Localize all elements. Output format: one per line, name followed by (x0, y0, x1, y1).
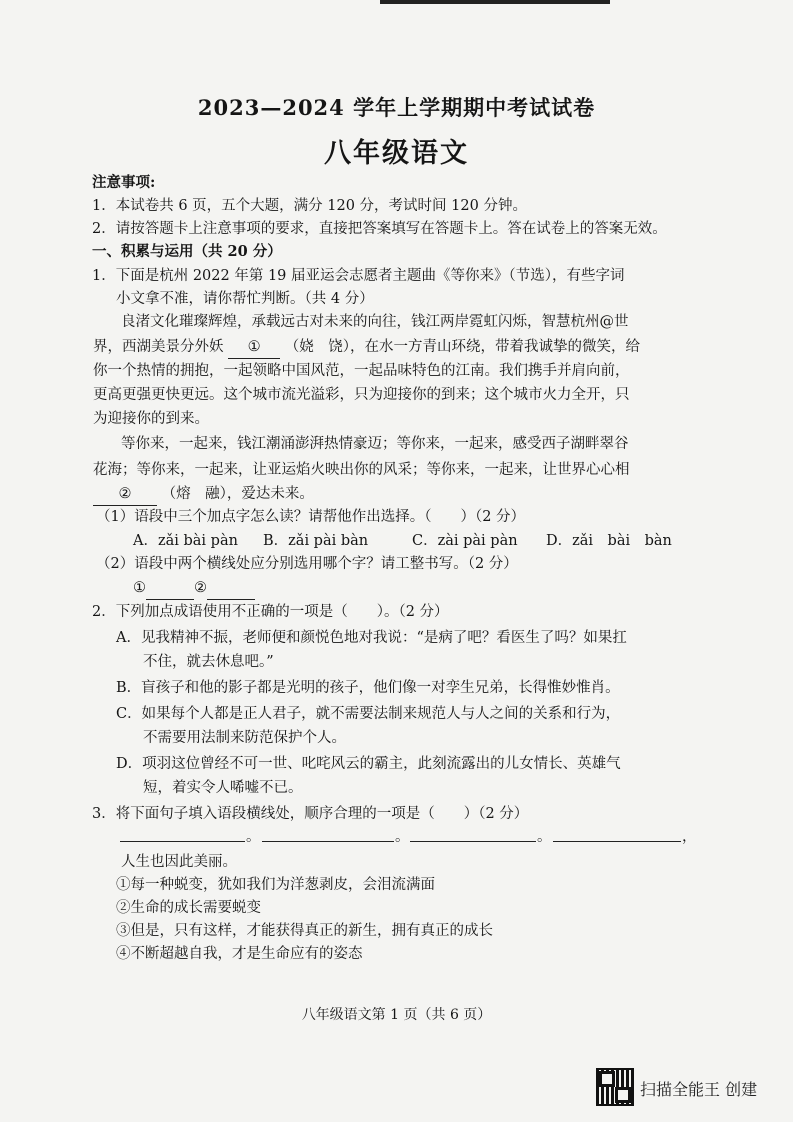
q1-passage-line3: 你一个热情的拥抱，一起领略中国风范，一起品味特色的江南。我们携手并肩向前， (93, 363, 630, 379)
q2-option-a-line2: 不住，就去休息吧。” (143, 654, 274, 670)
blank-2 (93, 483, 157, 506)
exam-title: 2023—2024 学年上学期期中考试试卷 (197, 95, 596, 120)
q2-option-d-line2: 短，着实令人唏嘘不已。 (143, 780, 303, 796)
answer-blank-1 (146, 577, 194, 600)
q3-blank-2 (262, 841, 394, 842)
exam-subtitle: 八年级语文 (324, 138, 469, 169)
q3-sentence-2: ②生命的成长需要蜕变 (116, 900, 261, 916)
blank-1 (228, 336, 280, 359)
answer-label-2: ② (194, 580, 207, 596)
scan-edge-mark (380, 0, 610, 4)
q3-sentence-4: ④不断超越自我，才是生命应有的姿态 (116, 946, 363, 962)
q1-passage-line2-start: 界，西湖美景分外妖 (93, 339, 224, 355)
q1-option-d: D．zǎi bài bàn (546, 533, 672, 549)
q1-option-b: B．zǎi pài bàn (263, 533, 369, 549)
q1-passage-line8 (93, 483, 314, 506)
answer-blank-2 (207, 577, 255, 600)
notice-item-2: 2．请按答题卡上注意事项的要求，直接把答案填写在答题卡上。答在试卷上的答案无效。 (92, 221, 667, 237)
q2-option-c-line1: C．如果每个人都是正人君子，就不需要法制来规范人与人之间的关系和行为， (116, 706, 621, 722)
q1-answer-line (133, 577, 255, 600)
q1-passage-line1: 良渚文化璀璨辉煌，承载远古对未来的向往，钱江两岸霓虹闪烁，智慧杭州@世 (121, 314, 629, 330)
q1-sub1: （1）语段中三个加点字怎么读？请帮他作出选择。（ ）（2 分） (96, 509, 526, 525)
q3-punct-4: ， (682, 829, 697, 845)
watermark-text: 扫描全能王 创建 (640, 1080, 758, 1099)
q1-option-a: A．zǎi bài pàn (133, 533, 238, 549)
q2-option-b: B．盲孩子和他的影子都是光明的孩子，他们像一对孪生兄弟，长得惟妙惟肖。 (116, 680, 620, 696)
q1-passage-line7: 花海；等你来，一起来，让亚运焰火映出你的风采；等你来，一起来，让世界心心相 (93, 462, 630, 478)
answer-label-1: ① (133, 580, 146, 596)
q1-option-c: C．zài pài pàn (412, 533, 518, 549)
q1-sub2: （2）语段中两个横线处应分别选用哪个字？请工整书写。（2 分） (96, 556, 518, 572)
q1-passage-line5: 为迎接你的到来。 (93, 411, 209, 427)
blank-1-label: ① (247, 339, 261, 355)
q2-option-d-line1: D．项羽这位曾经不可一世、叱咤风云的霸主，此刻流露出的儿女情长、英雄气 (116, 756, 621, 772)
q3-tail: 人生也因此美丽。 (121, 854, 237, 870)
q3-sentence-3: ③但是，只有这样，才能获得真正的新生，拥有真正的成长 (116, 923, 493, 939)
q1-passage-line2 (93, 336, 640, 359)
q1-passage-line8-end: （熔 融），爱达未来。 (161, 486, 314, 502)
q2-option-a-line1: A．见我精神不振，老师便和颜悦色地对我说：“是病了吧？看医生了吗？如果扛 (116, 630, 627, 646)
notice-item-1: 1．本试卷共 6 页，五个大题，满分 120 分，考试时间 120 分钟。 (92, 198, 527, 214)
section-heading-1: 一、积累与运用（共 20 分） (92, 243, 282, 260)
q3-blank-1 (120, 841, 245, 842)
qr-code-icon (596, 1068, 634, 1106)
q1-passage-line6: 等你来，一起来，钱江潮涌澎湃热情豪迈；等你来，一起来，感受西子湖畔翠谷 (121, 436, 629, 452)
q3-stem: 3．将下面句子填入语段横线处，顺序合理的一项是（ ）（2 分） (92, 806, 529, 822)
q3-sentence-1: ①每一种蜕变，犹如我们为洋葱剥皮，会泪流满面 (116, 877, 435, 893)
q1-passage-line2-end: （娆 饶），在水一方青山环绕，带着我诚挚的微笑，给 (284, 339, 640, 355)
q3-punct-2: 。 (395, 829, 410, 845)
blank-2-label: ② (118, 486, 132, 502)
q3-punct-3: 。 (537, 829, 552, 845)
notice-heading: 注意事项: (92, 174, 156, 191)
q1-passage-line4: 更高更强更快更远。这个城市流光溢彩，只为迎接你的到来；这个城市火力全开，只 (93, 387, 630, 403)
page-footer: 八年级语文第 1 页（共 6 页） (301, 1007, 492, 1023)
q1-stem-line2: 小文拿不准，请你帮忙判断。（共 4 分） (116, 291, 374, 307)
q1-stem-line1: 1．下面是杭州 2022 年第 19 届亚运会志愿者主题曲《等你来》（节选），有些字词 (92, 268, 625, 284)
q3-blank-3 (410, 841, 536, 842)
q2-stem: 2．下列加点成语使用不正确的一项是（ ）。（2 分） (92, 604, 449, 620)
q2-option-c-line2: 不需要用法制来防范保护个人。 (143, 730, 346, 746)
q3-punct-1: 。 (246, 829, 261, 845)
q3-blank-4 (553, 841, 681, 842)
